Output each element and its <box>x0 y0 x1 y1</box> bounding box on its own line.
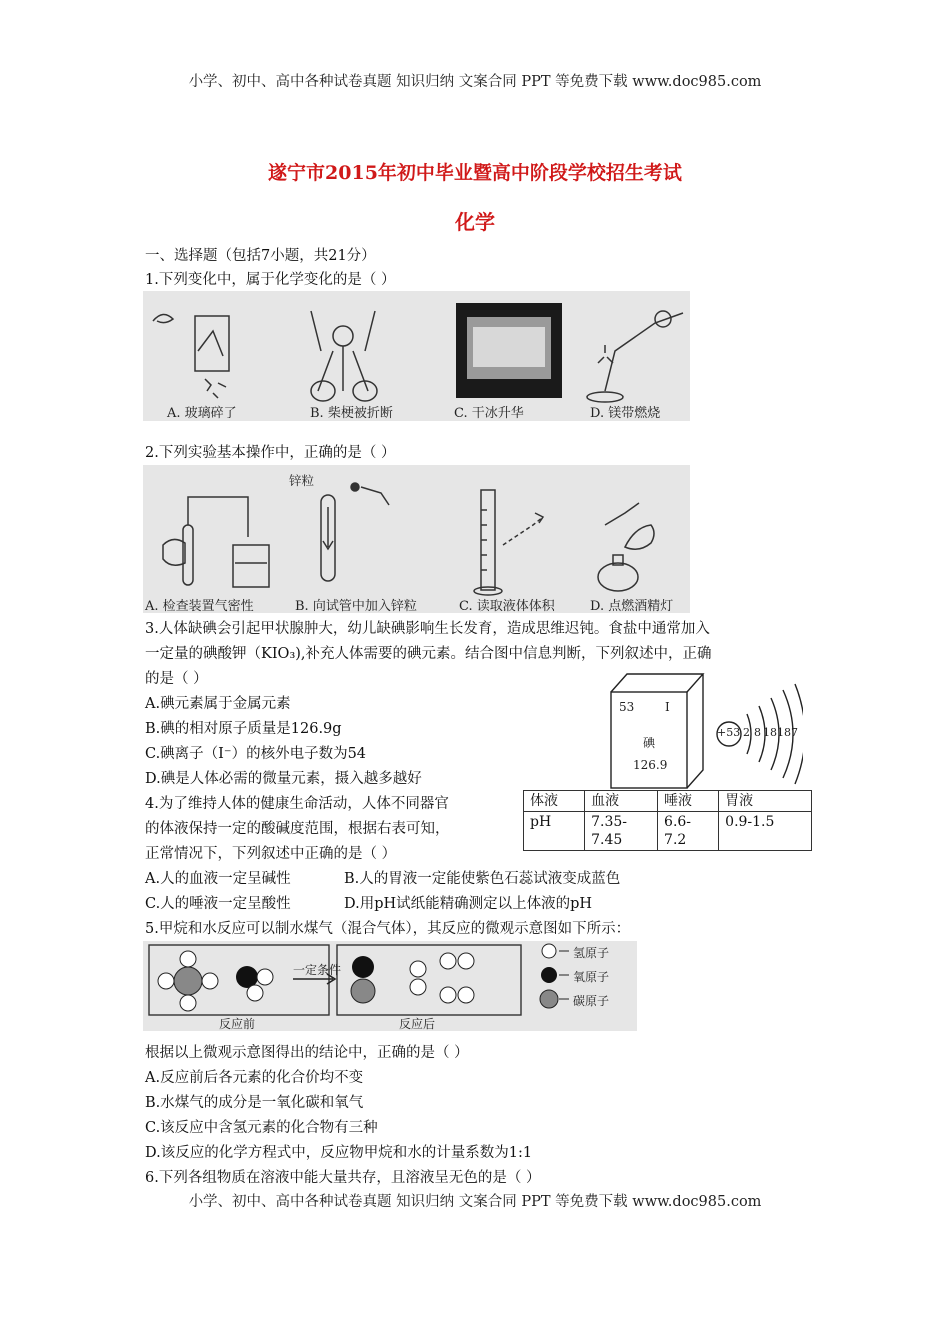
table-header: 体液 <box>524 791 585 812</box>
blood-ph-low: 7.35- <box>591 814 628 830</box>
exam-title: 遂宁市2015年初中毕业暨高中阶段学校招生考试 <box>268 162 682 184</box>
q2-option-a: A. 检查装置气密性 <box>145 599 254 613</box>
q1-option-b: B. 柴梗被折断 <box>310 406 393 421</box>
q3-option-c: C.碘离子（I⁻）的核外电子数为54 <box>145 746 367 762</box>
iodine-name: 碘 <box>643 736 656 750</box>
table-cell: pH <box>524 812 585 851</box>
q5-option-b: B.水煤气的成分是一氧化碳和氧气 <box>145 1095 364 1111</box>
q5-figure <box>143 941 637 1031</box>
q1-option-c: C. 干冰升华 <box>454 406 524 421</box>
q4-option-d: D.用pH试纸能精确测定以上体液的pH <box>344 896 593 912</box>
page-footer: 小学、初中、高中各种试卷真题 知识归纳 文案合同 PPT 等免费下载 www.doc985.com <box>188 1194 762 1210</box>
section-heading: 一、选择题（包括7小题，共21分） <box>145 248 376 264</box>
q1-stem: 1.下列变化中，属于化学变化的是（ ） <box>145 272 396 288</box>
table-row <box>524 812 812 851</box>
table-header: 唾液 <box>658 791 719 812</box>
q3-stem-line1: 3.人体缺碘会引起甲状腺肿大，幼儿缺碘影响生长发育，造成思维迟钝。食盐中通常加入 <box>145 621 710 637</box>
q2-option-b: B. 向试管中加入锌粒 <box>295 599 417 613</box>
shell-3: 18 <box>763 726 777 739</box>
q2-figure <box>143 465 690 613</box>
shell-4: 18 <box>777 726 791 739</box>
blood-ph-high: 7.45 <box>591 832 623 848</box>
table-cell: 0.9-1.5 <box>719 812 812 851</box>
saliva-ph-low: 6.6- <box>664 814 692 830</box>
after-label: 反应后 <box>399 1017 436 1031</box>
iodine-symbol: I <box>665 700 670 714</box>
q5-stem: 5.甲烷和水反应可以制水煤气（混合气体），其反应的微观示意图如下所示： <box>145 921 631 937</box>
legend-hydrogen: 氢原子 <box>573 946 610 960</box>
shell-1: 2 <box>743 726 750 739</box>
q3-stem-line2: 一定量的碘酸钾（KIO₃),补充人体需要的碘元素。结合图中信息判断，下列叙述中，正确 <box>145 646 712 662</box>
q3-option-d: D.碘是人体必需的微量元素，摄入越多越好 <box>145 771 422 787</box>
q4-stem-line3: 正常情况下，下列叙述中正确的是（ ） <box>145 846 397 862</box>
page-header: 小学、初中、高中各种试卷真题 知识归纳 文案合同 PPT 等免费下载 www.doc985.com <box>188 74 762 90</box>
q6-stem: 6.下列各组物质在溶液中能大量共存，且溶液呈无色的是（ ） <box>145 1170 541 1186</box>
shell-2: 8 <box>754 726 761 739</box>
legend-oxygen: 氧原子 <box>573 970 610 984</box>
q5-option-c: C.该反应中含氢元素的化合物有三种 <box>145 1120 378 1136</box>
table-cell <box>585 812 658 851</box>
saliva-ph-high: 7.2 <box>664 832 687 848</box>
q2-illustrations <box>143 465 690 613</box>
q4-stem-line1: 4.为了维持人体的健康生命活动，人体不同器官 <box>145 796 449 812</box>
q5-option-d: D.该反应的化学方程式中，反应物甲烷和水的计量系数为1:1 <box>145 1145 533 1161</box>
table-cell <box>658 812 719 851</box>
iodine-atomic-number: 53 <box>619 700 635 714</box>
q2-stem: 2.下列实验基本操作中，正确的是（ ） <box>145 445 396 461</box>
q2-option-d: D. 点燃酒精灯 <box>590 599 674 613</box>
q1-option-d: D. 镁带燃烧 <box>590 406 661 421</box>
q5-stem-2: 根据以上微观示意图得出的结论中，正确的是（ ） <box>145 1045 469 1061</box>
q2-zinc-label: 锌粒 <box>289 473 315 488</box>
ph-table <box>523 790 812 851</box>
q4-option-c: C.人的唾液一定呈酸性 <box>145 896 291 912</box>
subject-title: 化学 <box>455 210 495 234</box>
table-header: 血液 <box>585 791 658 812</box>
q2-option-c: C. 读取液体体积 <box>459 599 555 613</box>
iodine-mass: 126.9 <box>633 758 668 772</box>
q1-option-a: A. 玻璃碎了 <box>167 406 237 421</box>
q4-stem-line2: 的体液保持一定的酸碱度范围，根据右表可知， <box>145 821 450 837</box>
table-header: 胃液 <box>719 791 812 812</box>
q4-option-a: A.人的血液一定呈碱性 <box>145 871 291 887</box>
q4-option-b: B.人的胃液一定能使紫色石蕊试液变成蓝色 <box>344 871 621 887</box>
q5-diagram <box>143 941 637 1031</box>
q3-stem-line3: 的是（ ） <box>145 671 208 687</box>
before-label: 反应前 <box>219 1017 256 1031</box>
legend-carbon: 碳原子 <box>573 994 610 1008</box>
q1-figure <box>143 291 690 421</box>
table-header-row <box>524 791 812 812</box>
q3-option-a: A.碘元素属于金属元素 <box>145 696 291 712</box>
reaction-condition: 一定条件 <box>293 963 342 977</box>
q3-option-b: B.碘的相对原子质量是126.9g <box>145 721 342 737</box>
iodine-nucleus-charge: +53 <box>717 726 741 739</box>
q5-option-a: A.反应前后各元素的化合价均不变 <box>145 1070 364 1086</box>
shell-5: 7 <box>791 726 798 739</box>
iodine-figure <box>607 668 803 792</box>
